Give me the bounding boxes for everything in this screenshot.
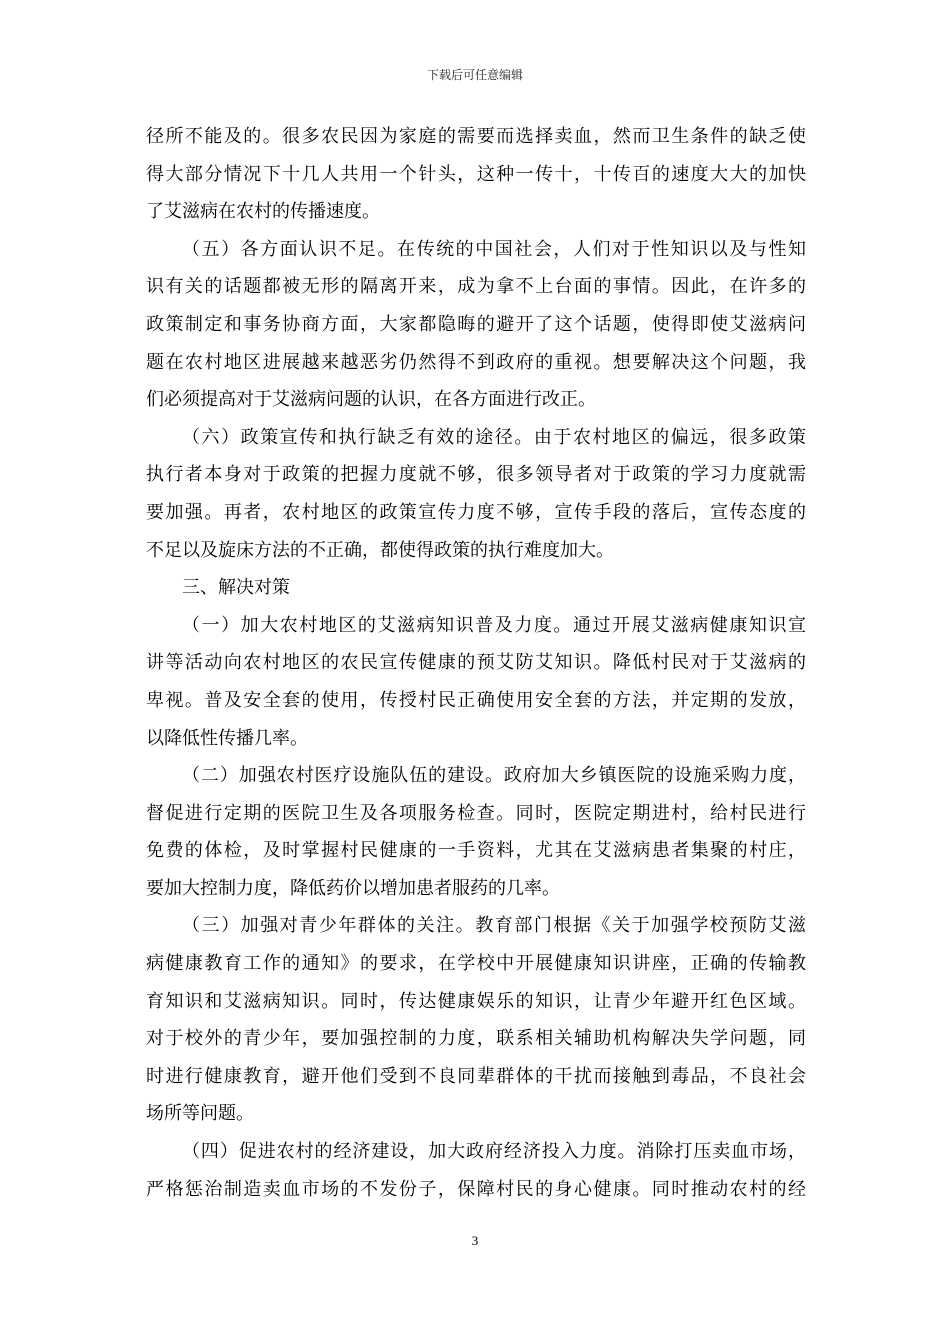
- text-line: 以降低性传播几率。: [146, 727, 308, 749]
- text-line: 要加大控制力度，降低药价以增加患者服药的几率。: [146, 877, 560, 899]
- text-line: 卑视。普及安全套的使用，传授村民正确使用安全套的方法，并定期的发放，: [146, 689, 806, 711]
- text-line: 讲等活动向农村地区的农民宣传健康的预艾防艾知识。降低村民对于艾滋病的: [146, 652, 806, 674]
- text-line: 对于校外的青少年，要加强控制的力度，联系相关辅助机构解决失学问题，同: [146, 1028, 806, 1050]
- text-line: 们必须提高对于艾滋病问题的认识，在各方面进行改正。: [146, 389, 596, 411]
- text-line: 免费的体检，及时掌握村民健康的一手资料，尤其在艾滋病患者集聚的村庄，: [146, 840, 806, 862]
- page-header: 下载后可任意编辑: [426, 68, 523, 82]
- paragraph-start-line: （六）政策宣传和执行缺乏有效的途径。由于农村地区的偏远，很多政策: [182, 426, 806, 448]
- paragraph-start-line: （一）加大农村地区的艾滋病知识普及力度。通过开展艾滋病健康知识宣: [182, 614, 806, 636]
- text-line: 得大部分情况下十几人共用一个针头，这种一传十，十传百的速度大大的加快: [146, 163, 806, 185]
- text-line: 政策制定和事务协商方面，大家都隐晦的避开了这个话题，使得即使艾滋病问: [146, 313, 806, 335]
- body-text: [146, 118, 806, 1208]
- text-line: 病健康教育工作的通知》的要求，在学校中开展健康知识讲座，正确的传输教: [146, 953, 806, 975]
- text-line: 不足以及旋床方法的不正确，都使得政策的执行难度加大。: [146, 539, 614, 561]
- text-line: 径所不能及的。很多农民因为家庭的需要而选择卖血，然而卫生条件的缺乏使: [146, 126, 806, 147]
- paragraph-start-line: （二）加强农村医疗设施队伍的建设。政府加大乡镇医院的设施采购力度，: [182, 765, 806, 787]
- text-line: 识有关的话题都被无形的隔离开来，成为拿不上台面的事情。因此，在许多的: [146, 276, 806, 298]
- text-line: 严格惩治制造卖血市场的不发份子，保障村民的身心健康。同时推动农村的经: [146, 1178, 806, 1200]
- text-line: 督促进行定期的医院卫生及各项服务检查。同时，医院定期进村，给村民进行: [146, 802, 806, 824]
- paragraph-start-line: （四）促进农村的经济建设，加大政府经济投入力度。消除打压卖血市场，: [182, 1141, 806, 1163]
- section-heading: 三、解决对策: [182, 577, 290, 599]
- paragraph-start-line: （五）各方面认识不足。在传统的中国社会，人们对于性知识以及与性知: [182, 238, 806, 260]
- text-line: 要加强。再者，农村地区的政策宣传力度不够，宣传手段的落后，宣传态度的: [146, 501, 806, 523]
- text-line: 题在农村地区进展越来越恶劣仍然得不到政府的重视。想要解决这个问题，我: [146, 351, 806, 373]
- text-line: 场所等问题。: [146, 1103, 254, 1125]
- text-line: 了艾滋病在农村的传播速度。: [146, 201, 380, 223]
- text-line: 育知识和艾滋病知识。同时，传达健康娱乐的知识，让青少年避开红色区域。: [146, 990, 806, 1012]
- page-number: 3: [471, 1233, 479, 1248]
- text-line: 执行者本身对于政策的把握力度就不够，很多领导者对于政策的学习力度就需: [146, 464, 806, 486]
- paragraph-start-line: （三）加强对青少年群体的关注。教育部门根据《关于加强学校预防艾滋: [182, 915, 806, 937]
- text-line: 时进行健康教育，避开他们受到不良同辈群体的干扰而接触到毒品，不良社会: [146, 1065, 806, 1087]
